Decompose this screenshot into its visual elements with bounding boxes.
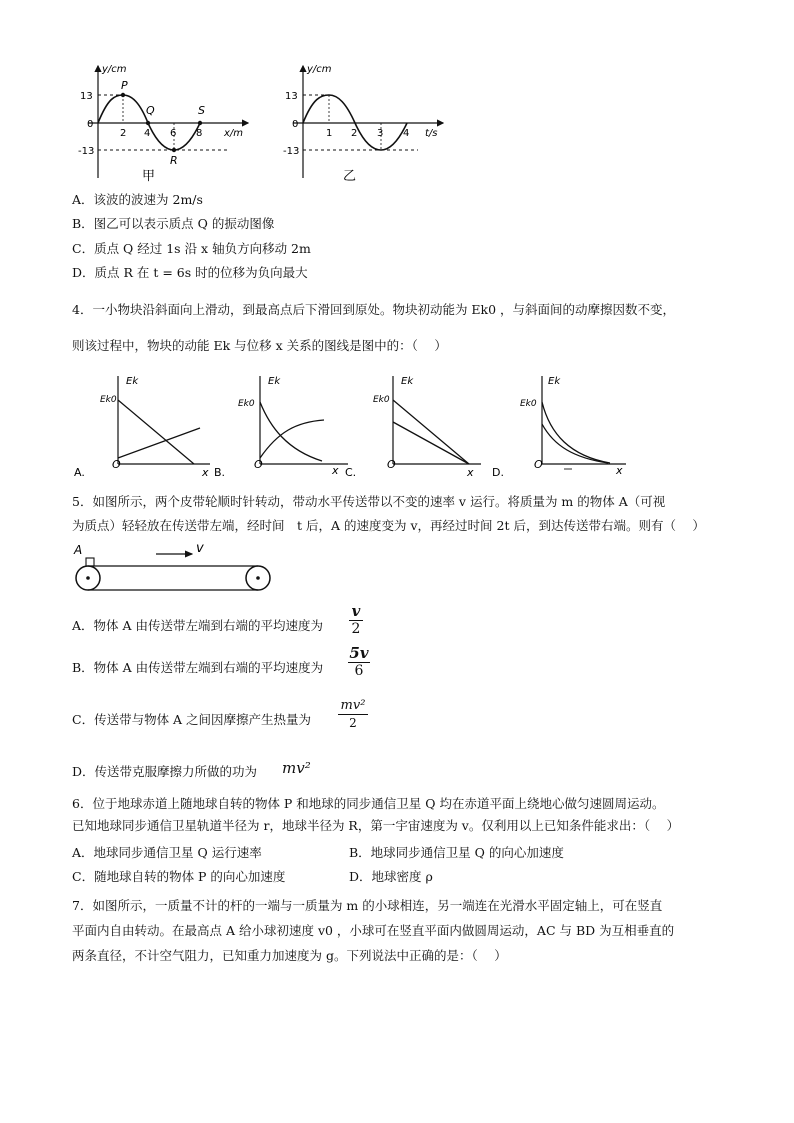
ttick-3: 3	[377, 128, 384, 139]
q6-stem-line2: 已知地球同步通信卫星轨道半径为 r，地球半径为 R，第一宇宙速度为 v。仅利用以上已知条件能求出：（ ）	[72, 818, 680, 833]
q7-line3: 两条直径，不计空气阻力，已知重力加速度为 g。下列说法中正确的是：（ ）	[72, 948, 507, 963]
q4a-x: x	[202, 466, 209, 479]
figure-yi	[283, 58, 458, 188]
ttick-1: 1	[326, 128, 333, 139]
q4-letter-d: D.	[492, 466, 504, 479]
q5a-numerator: v	[351, 602, 361, 620]
xtick-8: 8	[196, 128, 203, 139]
q6-option-a: A．地球同步通信卫星 Q 运行速率	[72, 845, 262, 860]
xtick-6: 6	[170, 128, 177, 139]
point-R: R	[170, 154, 178, 167]
ylabel-yi: y/cm	[307, 64, 332, 75]
point-P: P	[121, 79, 128, 92]
q5-option-a-fraction	[349, 604, 363, 637]
q4d-ek: Ek	[548, 376, 561, 387]
q4-graph-d	[490, 372, 640, 480]
conveyor-belt-figure	[68, 540, 278, 596]
q6-option-d: D．地球密度 ρ	[349, 869, 433, 884]
q5-stem-line2: 为质点）轻轻放在传送带左端，经时间 t 后，A 的速度变为 v，再经过时间 2t 后，到达传送带右端。则有（ ）	[72, 518, 705, 533]
q5-option-d: D．传送带克服摩擦力所做的功为	[72, 764, 258, 779]
q4b-ek0: Ek0	[238, 399, 255, 409]
q5-option-d-expr: mv²	[282, 759, 311, 777]
figure-jia	[80, 58, 260, 188]
ytick-minus13-yi: -13	[283, 146, 300, 157]
q5-option-c: C．传送带与物体 A 之间因摩擦产生热量为	[72, 712, 312, 727]
ttick-4: 4	[403, 128, 410, 139]
q3-option-a: A．该波的波速为 2m/s	[72, 192, 203, 207]
q4a-origin: O	[112, 458, 121, 471]
q4c-ek0: Ek0	[373, 395, 390, 405]
q5c-denominator: 2	[349, 716, 357, 730]
ytick-minus13: -13	[78, 146, 95, 157]
caption-yi: 乙	[343, 169, 357, 184]
ttick-2: 2	[351, 128, 358, 139]
q4d-origin: O	[534, 458, 543, 471]
velocity-v-label: v	[196, 541, 204, 556]
q6-option-b: B．地球同步通信卫星 Q 的向心加速度	[349, 845, 564, 860]
q7-line2: 平面内自由转动。在最高点 A 给小球初速度 v0 ，小球可在竖直平面内做圆周运动，AC 与 BD 为互相垂直的	[72, 923, 675, 938]
q7-line1: 7．如图所示，一质量不计的杆的一端与一质量为 m 的小球相连，另一端连在光滑水平固定轴上，可在竖直	[72, 898, 663, 913]
q5-option-a: A．物体 A 由传送带左端到右端的平均速度为	[72, 618, 324, 633]
q3-option-b: B．图乙可以表示质点 Q 的振动图像	[72, 216, 275, 231]
ytick-0: 0	[87, 119, 94, 130]
q4b-origin: O	[254, 458, 263, 471]
q5-option-c-fraction	[338, 698, 368, 731]
q4b-x: x	[332, 464, 339, 477]
q3-option-c: C．质点 Q 经过 1s 沿 x 轴负方向移动 2m	[72, 241, 311, 256]
q4-graph-c	[345, 372, 495, 480]
caption-jia: 甲	[142, 169, 156, 184]
q4d-ek0: Ek0	[520, 399, 537, 409]
ylabel-jia: y/cm	[102, 64, 127, 75]
ytick-0-yi: 0	[292, 119, 299, 130]
q5-stem-line1: 5．如图所示，两个皮带轮顺时针转动，带动水平传送带以不变的速率 v 运行。将质量为 m 的物体 A（可视	[72, 494, 666, 509]
q4a-ek: Ek	[126, 376, 139, 387]
q4-graph-b	[212, 372, 362, 480]
q5-option-b-fraction	[348, 646, 370, 679]
q4-letter-a: A.	[74, 466, 85, 479]
xtick-4: 4	[144, 128, 151, 139]
q4-letter-b: B.	[214, 466, 226, 479]
block-A-label: A	[74, 543, 83, 557]
xlabel-yi: t/s	[425, 128, 438, 139]
q4a-ek0: Ek0	[100, 395, 117, 405]
q3-option-d: D．质点 R 在 t = 6s 时的位移为负向最大	[72, 265, 308, 280]
q5b-numerator: 5v	[349, 644, 369, 662]
ytick-13-yi: 13	[285, 91, 298, 102]
q5c-numerator: mv²	[340, 698, 366, 713]
q4c-origin: O	[387, 458, 396, 471]
q6-option-c: C．随地球自转的物体 P 的向心加速度	[72, 869, 286, 884]
q5b-denominator: 6	[354, 663, 364, 679]
xlabel-jia: x/m	[224, 128, 244, 139]
q4-letter-c: C.	[345, 466, 357, 479]
point-S: S	[198, 104, 205, 117]
xtick-2: 2	[120, 128, 127, 139]
q4b-ek: Ek	[268, 376, 281, 387]
q4d-x: x	[616, 464, 623, 477]
q5-option-b: B．物体 A 由传送带左端到右端的平均速度为	[72, 660, 324, 675]
q4-stem-line1: 4．一小物块沿斜面向上滑动，到最高点后下滑回到原处。物块初动能为 Ek0 ，与斜面间的动摩擦因数不变，	[72, 302, 676, 317]
q4c-ek: Ek	[401, 376, 414, 387]
q6-stem-line1: 6．位于地球赤道上随地球自转的物体 P 和地球的同步通信卫星 Q 均在赤道平面上绕地心做匀速圆周运动。	[72, 796, 665, 811]
point-Q: Q	[146, 104, 155, 117]
ytick-13: 13	[80, 91, 93, 102]
q5a-denominator: 2	[351, 621, 361, 637]
q4-stem-line2: 则该过程中，物块的动能 Ek 与位移 x 关系的图线是图中的：（ ）	[72, 338, 447, 353]
q4c-x: x	[467, 466, 474, 479]
q4-graph-a	[70, 372, 220, 480]
